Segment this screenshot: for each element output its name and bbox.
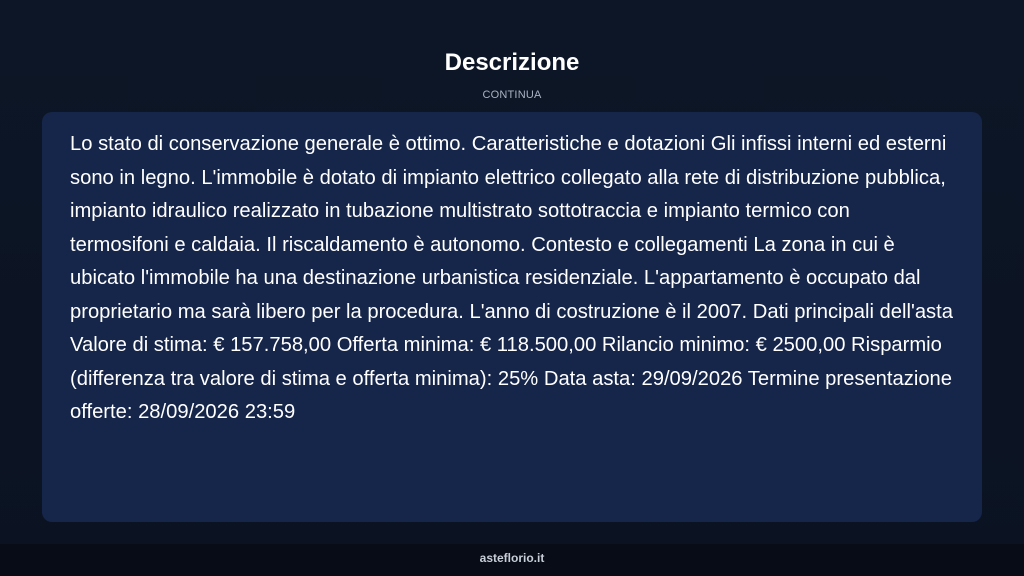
description-text: Lo stato di conservazione generale è ottimo. Caratteristiche e dotazioni Gli infissi interni ed esterni sono in legno. L'immobile è dotato di impianto elettrico collegato alla rete di distribuzione pubblica, impianto idraulico realizzato in tubazione multistrato sottotraccia e impianto termico con termosifoni e caldaia. Il riscaldamento è autonomo. Contesto e collegamenti La zona in cui è ubicato l'immobile ha una destinazione urbanistica residenziale. L'appartamento è occupato dal proprietario ma sarà libero per la procedura. L'anno di costruzione è il 2007. Dati principali dell'asta Valore di stima: € 157.758,00 Offerta minima: € 118.500,00 Rilancio minimo: € 2500,00 Risparmio (differenza tra valore di stima e offerta minima): 25% Data asta: 29/09/2026 Termine presentazione offerte: 28/09/2026 23:59	[70, 133, 953, 423]
site-name: asteflorio.it	[479, 551, 545, 565]
description-card	[42, 112, 982, 522]
page-title: Descrizione	[444, 49, 580, 76]
page-header	[0, 48, 1024, 102]
footer-bar	[0, 544, 1024, 576]
continua-label: CONTINUA	[482, 89, 542, 101]
